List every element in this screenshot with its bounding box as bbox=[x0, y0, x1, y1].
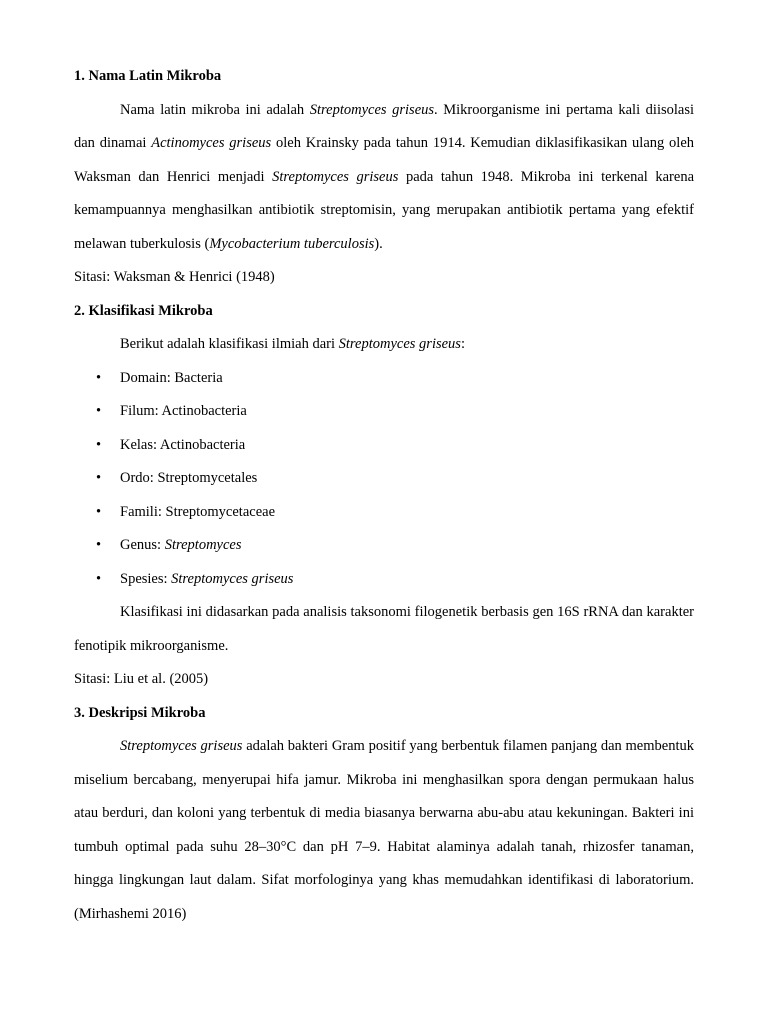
list-item-label: Kelas: Actinobacteria bbox=[120, 436, 246, 453]
species-name: Streptomyces griseus bbox=[272, 168, 399, 185]
text-run: ). bbox=[374, 235, 383, 252]
section-2-outro: Klasifikasi ini didasarkan pada analisis taksonomi filogenetik berbasis gen 16S rRNA dan karakter fenotipik mikroorganisme. bbox=[74, 604, 694, 654]
species-name: Actinomyces griseus bbox=[151, 135, 272, 151]
bullet-icon: • bbox=[96, 570, 102, 587]
section-1-heading: 1. Nama Latin Mikroba bbox=[74, 68, 222, 84]
bullet-icon: • bbox=[96, 403, 102, 419]
section-1-citation: Sitasi: Waksman & Henrici (1948) bbox=[74, 269, 275, 285]
bullet-icon: • bbox=[96, 537, 102, 553]
text-run: adalah bakteri Gram positif yang berbentuk filamen panjang dan membentuk miselium bercabang, menyerupai hifa jamur. Mikroba ini menghasilkan spora dengan permukaan halus atau berduri, dan koloni yang terbentuk di media biasanya berwarna abu-abu atau kekuningan. Bakteri ini tumbuh optimal pada suhu 28–30°C dan pH 7–9. Habitat alaminya adalah tanah, rhizosfer tanaman, hingga lingkungan laut dalam. Sifat morfologinya yang khas memudahkan identifikasi di laboratorium. (Mirhashemi 2016) bbox=[74, 738, 694, 922]
list-item bbox=[74, 395, 694, 429]
list-item bbox=[74, 529, 694, 563]
list-item bbox=[74, 362, 694, 396]
list-item-label: Famili: Streptomycetaceae bbox=[120, 503, 276, 520]
list-item-label: Filum: Actinobacteria bbox=[120, 403, 247, 419]
section-1-paragraph bbox=[74, 94, 694, 262]
section-2-intro bbox=[74, 328, 694, 362]
text-run: : bbox=[460, 336, 465, 352]
species-name: Streptomyces griseus bbox=[338, 336, 461, 352]
text-run: oleh Krainsky pada tahun 1914. Kemudian diklasifikasikan ulang oleh Waksman dan Henrici menjadi bbox=[74, 135, 695, 185]
bullet-icon: • bbox=[96, 503, 102, 520]
text-run: pada tahun 1948. Mikroba ini terkenal karena kemampuannya menghasilkan antibiotik streptomisin, yang merupakan antibiotik pertama yang efektif melawan tuberkulosis ( bbox=[74, 168, 695, 252]
section-2-heading: 2. Klasifikasi Mikroba bbox=[74, 302, 213, 319]
list-item-italic: Streptomyces bbox=[164, 537, 242, 553]
list-item bbox=[74, 496, 694, 530]
bullet-icon: • bbox=[96, 436, 102, 453]
section-3-paragraph bbox=[74, 730, 694, 931]
list-item-italic: Streptomyces griseus bbox=[171, 570, 294, 587]
species-name: Streptomyces griseus bbox=[120, 738, 243, 754]
bullet-icon: • bbox=[96, 470, 102, 486]
list-item bbox=[74, 563, 694, 597]
list-item-label: Ordo: Streptomycetales bbox=[120, 470, 258, 486]
section-2-citation: Sitasi: Liu et al. (2005) bbox=[74, 671, 209, 687]
text-run: Nama latin mikroba ini adalah bbox=[120, 101, 305, 118]
list-item bbox=[74, 462, 694, 496]
list-item-label: Domain: Bacteria bbox=[120, 369, 223, 386]
list-item-label: Genus: bbox=[120, 537, 165, 553]
list-item-label: Spesies: bbox=[120, 570, 172, 587]
document-body bbox=[74, 60, 694, 931]
species-name: Mycobacterium tuberculosis bbox=[209, 235, 375, 252]
text-run: Berikut adalah klasifikasi ilmiah dari bbox=[120, 336, 336, 352]
bullet-icon: • bbox=[96, 369, 102, 386]
classification-list bbox=[74, 362, 694, 597]
text-run: . Mikroorganisme ini pertama kali diisolasi dan dinamai bbox=[74, 101, 695, 151]
species-name: Streptomyces griseus bbox=[309, 101, 435, 118]
list-item bbox=[74, 429, 694, 463]
section-3-heading: 3. Deskripsi Mikroba bbox=[74, 704, 206, 721]
